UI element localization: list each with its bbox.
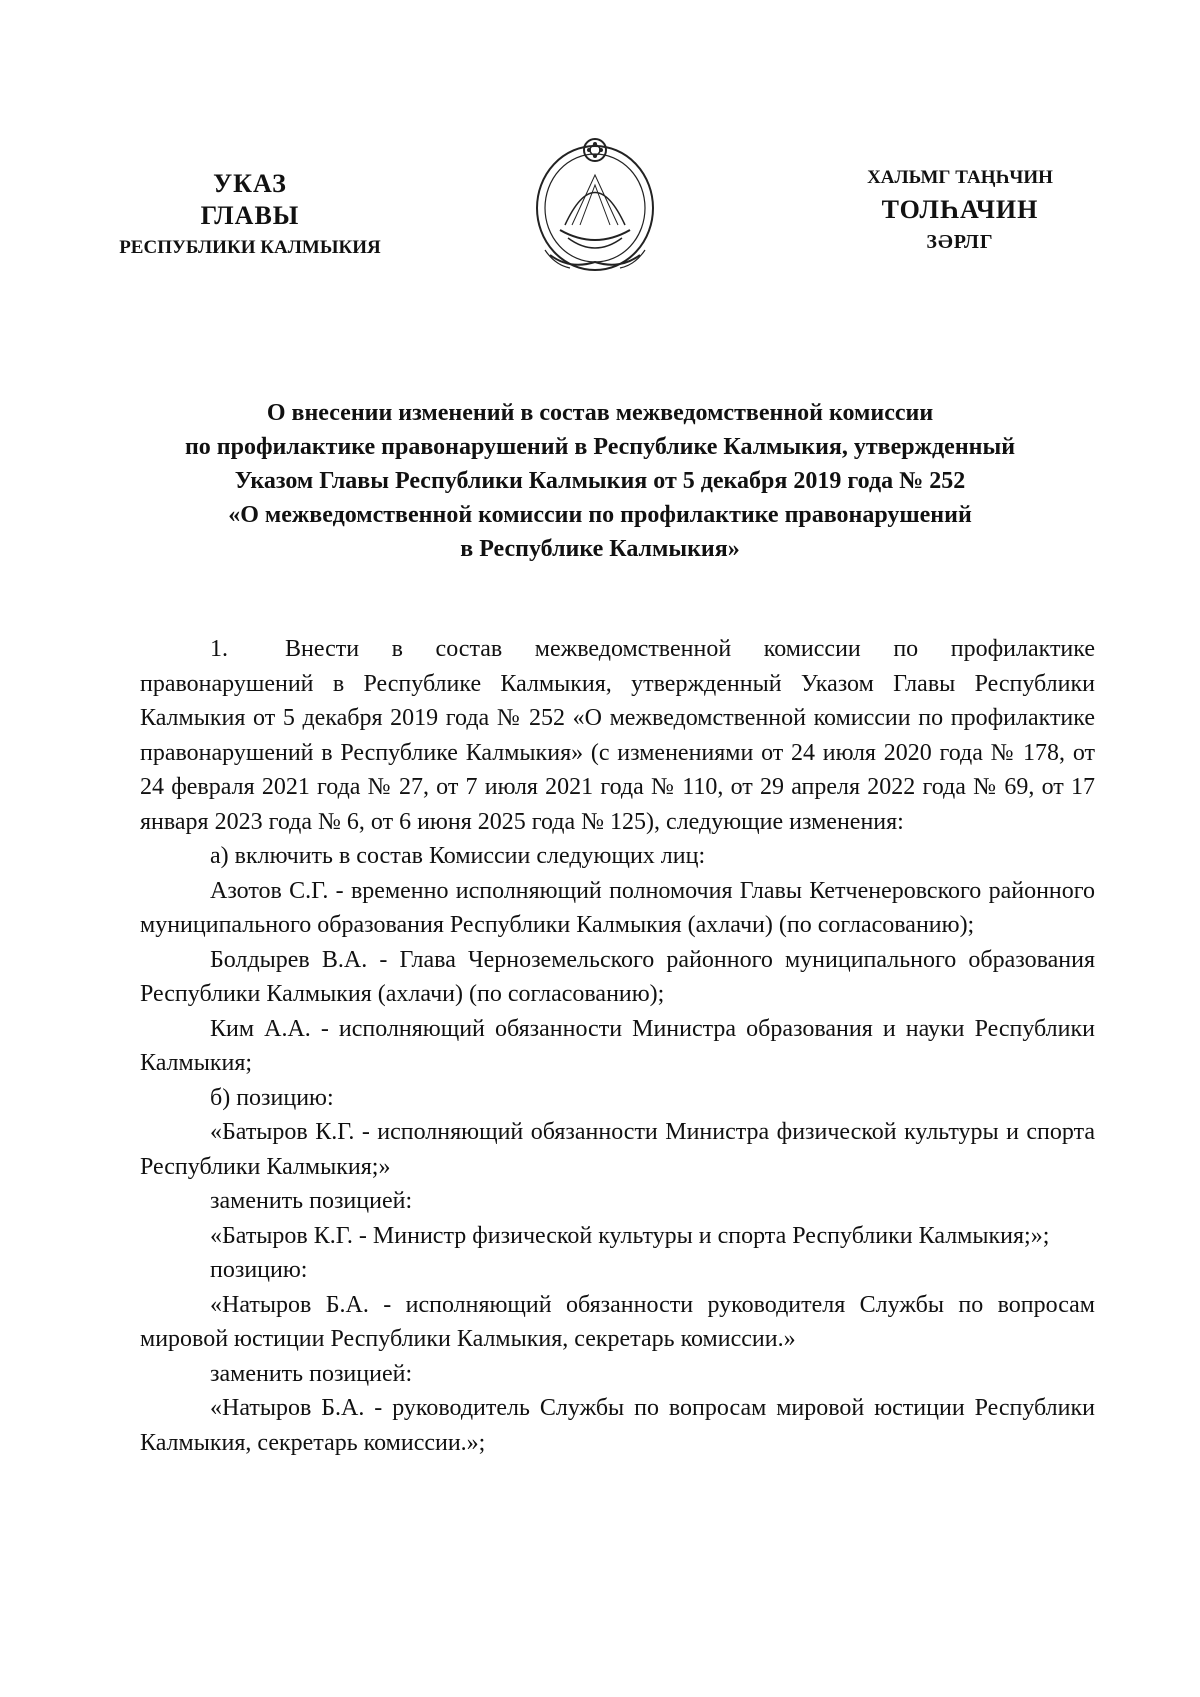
header-left-line2: ГЛАВЫ — [200, 201, 300, 230]
title-line4: «О межведомственной комиссии по профилактике правонарушений — [228, 502, 972, 528]
position-natyrov-new: «Натыров Б.А. - руководитель Службы по вопросам мировой юстиции Республики Калмыкия, секретарь комиссии.»; — [140, 1395, 1095, 1456]
replace-label-2: заменить позицией: — [210, 1360, 413, 1387]
sub-b: б) позицию: — [210, 1084, 334, 1111]
item-1-text: Внести в состав межведомственной комиссии по профилактике правонарушений в Республике Калмыкия, утвержденный Указом Главы Республики Калмыкия от 5 декабря 2019 года № 252 «О межведомственной комиссии по профилактике правонарушений в Республике Калмыкия» (с изменениями от 24 июля 2020 года № 178, от 24 февраля 2021 года № 27, от 7 июля 2021 года № 110, от 29 апреля 2022 года № 69, от 17 января 2023 года № 6, от 6 июня 2025 года № 125), следующие изменения: — [140, 636, 1095, 835]
kalmykia-coat-of-arms-icon — [520, 130, 670, 280]
header-right — [835, 163, 1085, 257]
position-batyrov-new: «Батыров К.Г. - Министр физической культуры и спорта Республики Калмыкия;»; — [210, 1222, 1050, 1249]
replace-label-1: заменить позицией: — [210, 1188, 413, 1214]
member-boldyrev: Болдырев В.А. - Глава Черноземельского районного муниципального образования Республики Калмыкия (ахлачи) (по согласованию); — [140, 946, 1095, 1007]
header-left — [70, 168, 430, 264]
member-azotov: Азотов С.Г. - временно исполняющий полномочия Главы Кетченеровского районного муниципального образования Республики Калмыкия (ахлачи) (по согласованию); — [140, 877, 1095, 938]
title-line5: в Республике Калмыкия» — [460, 536, 740, 562]
header-left-line3: РЕСПУБЛИКИ КАЛМЫКИЯ — [119, 237, 381, 258]
title-line3: Указом Главы Республики Калмыкия от 5 декабря 2019 года № 252 — [234, 468, 966, 494]
position-label-2: позицию: — [210, 1257, 308, 1283]
header-right-line1: ХАЛЬМГ ТАҢҺЧИН — [867, 167, 1053, 188]
title-line1: О внесении изменений в состав межведомственной комиссии — [266, 400, 934, 426]
document-body — [140, 632, 1095, 1460]
sub-a: а) включить в состав Комиссии следующих лиц: — [210, 843, 706, 869]
header-right-line3: ЗӘРЛГ — [926, 231, 994, 253]
header-left-line1: УКАЗ — [213, 169, 287, 198]
item-1-number: 1. — [210, 636, 228, 662]
member-kim: Ким А.А. - исполняющий обязанности Министра образования и науки Республики Калмыкия; — [140, 1015, 1095, 1076]
document-title — [120, 396, 1080, 566]
item-1 — [140, 632, 1095, 839]
position-natyrov-old: «Натыров Б.А. - исполняющий обязанности руководителя Службы по вопросам мировой юстиции Республики Калмыкия, секретарь комиссии.» — [140, 1291, 1095, 1352]
title-line2: по профилактике правонарушений в Республике Калмыкия, утвержденный — [184, 434, 1016, 460]
header-right-line2: ТОЛҺАЧИН — [881, 195, 1039, 224]
position-batyrov-old: «Батыров К.Г. - исполняющий обязанности Министра физической культуры и спорта Республики Калмыкия;» — [140, 1119, 1095, 1180]
